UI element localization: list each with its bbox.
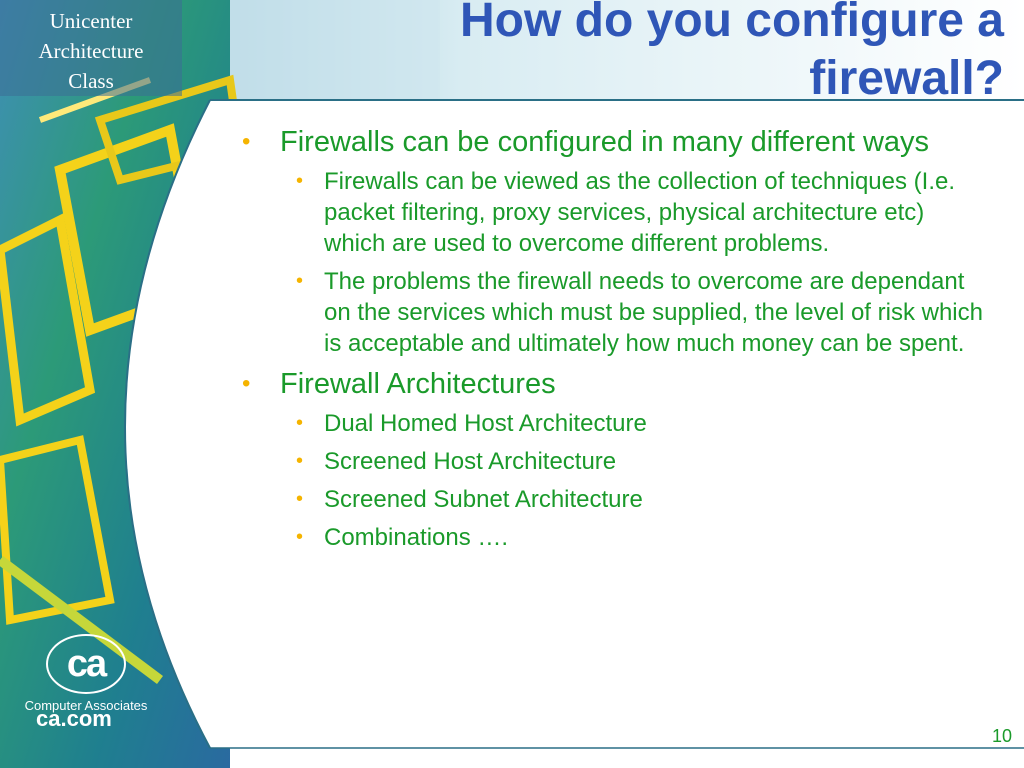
sub-bullet-text: Dual Homed Host Architecture xyxy=(324,410,647,437)
bullet-dot-icon: • xyxy=(296,488,304,510)
sub-bullet-text: The problems the firewall needs to overcome are dependant on the services which must be supplied, the level of risk which is acceptable and ultimately how much money can be spent. xyxy=(324,268,983,357)
bullet-dot-icon: • xyxy=(242,370,251,397)
slide-content xyxy=(238,124,998,560)
sub-bullet-item xyxy=(238,166,984,259)
company-website: ca.com xyxy=(36,706,112,731)
bullet-text: Firewall Architectures xyxy=(280,368,556,400)
slide-title-line2: firewall? xyxy=(809,52,1004,105)
bullet-dot-icon: • xyxy=(296,412,304,434)
page-number: 10 xyxy=(991,726,1012,746)
course-tag xyxy=(0,0,182,96)
sub-bullet-text: Screened Host Architecture xyxy=(324,448,617,475)
bullet-dot-icon: • xyxy=(296,526,304,548)
company-name: Computer Associates xyxy=(24,698,148,713)
bullet-item xyxy=(238,124,998,160)
bullet-dot-icon: • xyxy=(296,270,304,292)
sub-bullet-text: Firewalls can be viewed as the collection of techniques (I.e. packet filtering, proxy services, physical architecture etc) which are used to overcome different problems. xyxy=(324,168,955,257)
bullet-dot-icon: • xyxy=(296,170,304,192)
bullet-item xyxy=(238,366,998,402)
sub-bullet-text: Screened Subnet Architecture xyxy=(324,486,643,513)
course-tag-line2: Architecture xyxy=(38,39,144,63)
course-tag-line1: Unicenter xyxy=(49,9,133,33)
bullet-text: Firewalls can be configured in many different ways xyxy=(280,126,930,158)
ca-logo-icon: ca xyxy=(46,634,126,694)
sub-bullet-text: Combinations …. xyxy=(324,524,509,551)
bullet-dot-icon: • xyxy=(296,450,304,472)
slide-title xyxy=(304,0,1004,108)
sub-bullet-item xyxy=(238,408,984,439)
bullet-dot-icon: • xyxy=(242,128,251,155)
course-tag-line3: Class xyxy=(68,69,114,93)
sub-bullet-item xyxy=(238,522,984,553)
company-logo xyxy=(16,634,156,713)
slide-title-line1: How do you configure a xyxy=(459,0,1004,47)
sub-bullet-item xyxy=(238,484,984,515)
sub-bullet-item xyxy=(238,266,984,359)
sub-bullet-item xyxy=(238,446,984,477)
